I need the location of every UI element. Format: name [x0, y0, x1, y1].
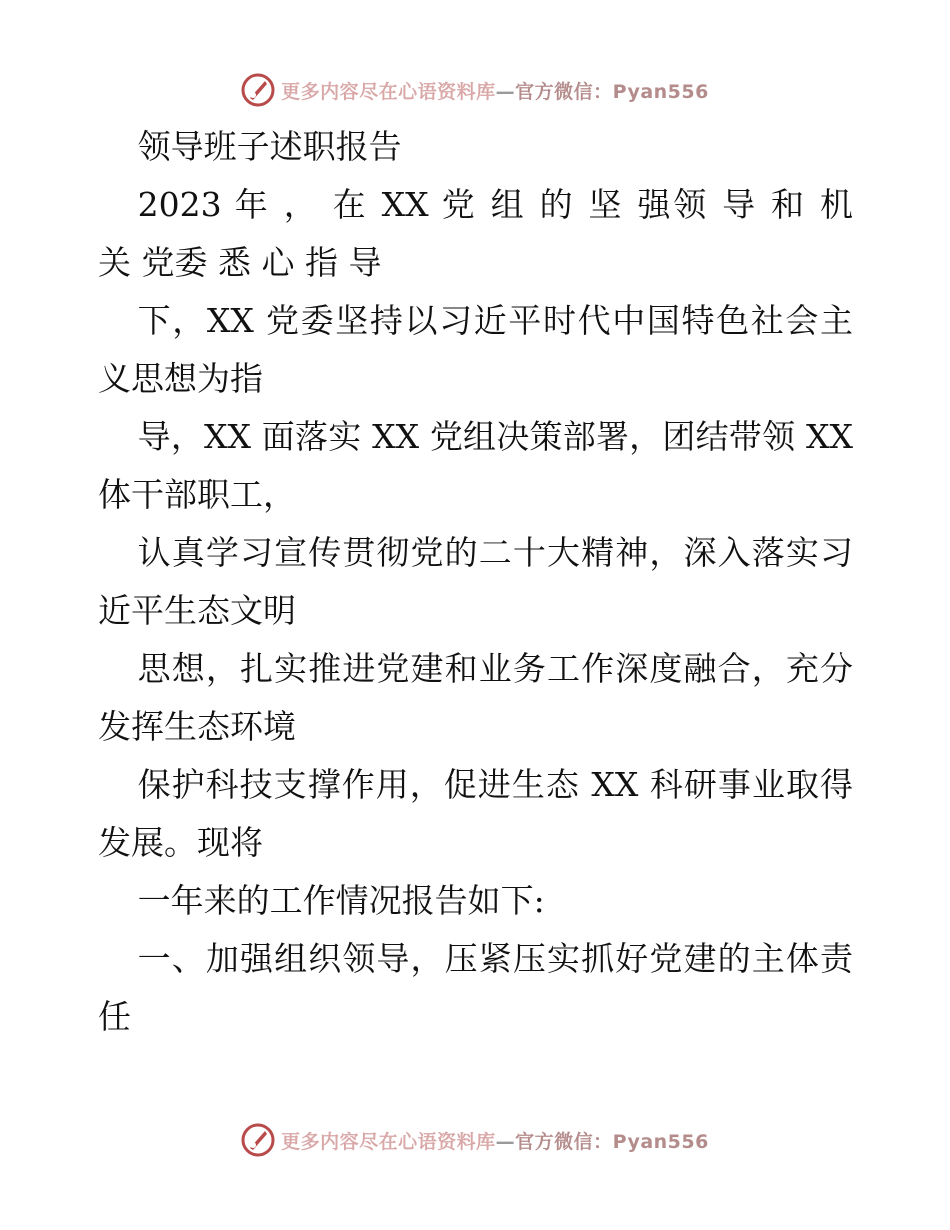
paragraph-1-line-1: 2023 年 ， 在 XX 党 组 的 坚 强领 导 和 机 [137, 185, 853, 224]
paragraph-6-line-1: 保护科技支撑作用，促进生态 XX 科研事业取得 [137, 765, 853, 804]
header-watermark [0, 70, 950, 110]
document-title: 领导班子述职报告 [137, 127, 402, 166]
paragraph-5-cont [98, 698, 853, 756]
paragraph-2-line-2: 义思想为指 [98, 359, 263, 398]
watermark-wechat-label: 官方微信： [515, 1130, 613, 1153]
paragraph-4-line-2: 近平生态文明 [98, 591, 296, 630]
watermark-brand: 更多内容尽在心语资料库 [281, 1130, 496, 1153]
paragraph-2-line-1: 下，XX 党委坚持以习近平时代中国特色社会主 [137, 301, 853, 340]
paragraph-6-cont [98, 814, 853, 872]
paragraph-5-line-1: 思想，扎实推进党建和业务工作深度融合，充分 [137, 649, 853, 688]
section-heading-1-cont [98, 988, 853, 1046]
quill-pen-logo-icon [241, 1123, 275, 1157]
paragraph-5 [98, 640, 853, 698]
watermark-brand: 更多内容尽在心语资料库 [281, 80, 496, 103]
paragraph-1-cont [98, 234, 853, 292]
section-heading-1-line-1: 一、加强组织领导，压紧压实抓好党建的主体责 [137, 939, 853, 978]
paragraph-4 [98, 524, 853, 582]
watermark-text [281, 1127, 709, 1154]
watermark-wechat-id: Pyan556 [612, 80, 709, 103]
paragraph-3 [98, 408, 853, 466]
paragraph-1 [98, 176, 853, 234]
paragraph-6 [98, 756, 853, 814]
watermark-wechat-label: 官方微信： [515, 80, 613, 103]
watermark-wechat-id: Pyan556 [612, 1130, 709, 1153]
paragraph-5-line-2: 发挥生态环境 [98, 707, 296, 746]
watermark-separator: — [495, 1130, 516, 1153]
paragraph-7 [98, 872, 853, 930]
paragraph-3-cont [98, 466, 853, 524]
footer-watermark [0, 1120, 950, 1160]
paragraph-3-line-1: 导，XX 面落实 XX 党组决策部署，团结带领 XX [137, 417, 853, 456]
section-heading-1 [98, 930, 853, 988]
quill-pen-logo-icon [241, 73, 275, 107]
paragraph-2 [98, 292, 853, 350]
section-heading-1-line-2: 任 [98, 997, 131, 1036]
paragraph-6-line-2: 发展。现将 [98, 823, 263, 862]
watermark-text [281, 77, 709, 104]
paragraph-4-cont [98, 582, 853, 640]
watermark-separator: — [495, 80, 516, 103]
paragraph-7-line-1: 一年来的工作情况报告如下: [137, 881, 545, 920]
document-body [98, 118, 853, 1046]
paragraph-1-line-2: 关 党委 悉 心 指 导 [98, 243, 382, 282]
paragraph-2-cont [98, 350, 853, 408]
paragraph-3-line-2: 体干部职工， [98, 475, 296, 514]
paragraph-4-line-1: 认真学习宣传贯彻党的二十大精神，深入落实习 [137, 533, 853, 572]
